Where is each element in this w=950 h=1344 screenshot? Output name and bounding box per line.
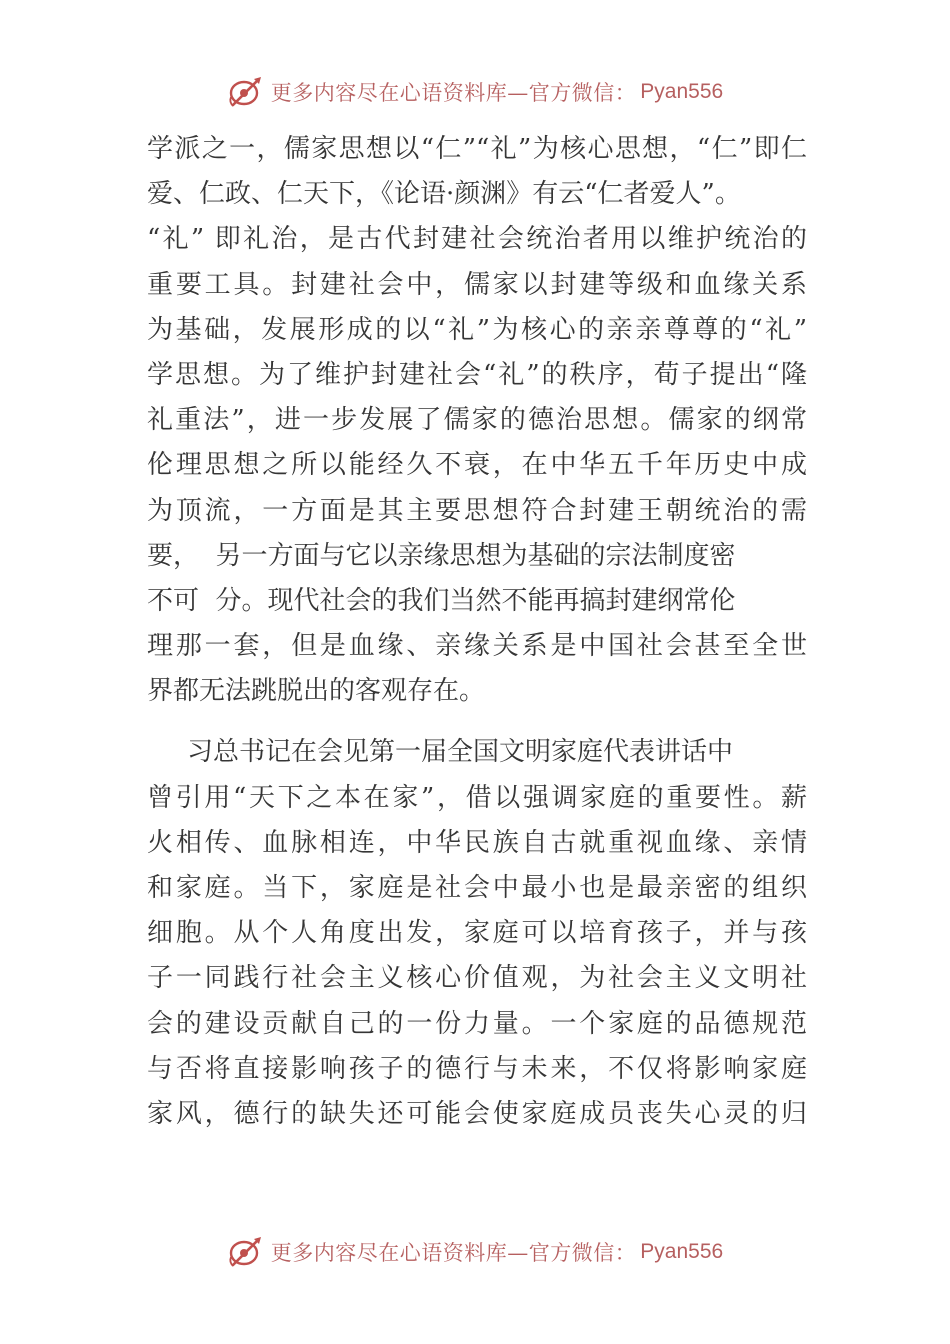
- logo-icon: [227, 1235, 265, 1269]
- text-line: 家风，德行的缺失还可能会使家庭成员丧失心灵的归: [147, 1098, 807, 1129]
- text-line: 礼重法”，进一步发展了儒家的德治思想。儒家的纲常: [147, 405, 807, 436]
- text-line: 与否将直接影响孩子的德行与未来，不仅将影响家庭: [147, 1053, 807, 1084]
- text-line: 学思想。为了维护封建社会“礼”的秩序，荀子提出“隆: [147, 359, 807, 390]
- logo-icon: [227, 75, 265, 109]
- text-line: 理那一套，但是血缘、亲缘关系是中国社会甚至全世: [147, 631, 807, 662]
- text-line: 和家庭。当下，家庭是社会中最小也是最亲密的组织: [147, 873, 807, 903]
- text-line: 曾引用“天下之本在家”，借以强调家庭的重要性。薪: [147, 782, 807, 813]
- text-line: 界都无法跳脱出的客观存在。: [147, 676, 486, 707]
- text-line: 重要工具。封建社会中，儒家以封建等级和血缘关系: [147, 269, 807, 300]
- text-line: 不可 分。现代社会的我们当然不能再搞封建纲常伦: [147, 585, 736, 616]
- paragraph-2: [147, 730, 807, 1137]
- header-banner: [0, 72, 950, 112]
- footer-banner-text: 更多内容尽在心语资料库—官方微信：: [270, 1241, 637, 1265]
- header-banner-id: Pyan556: [640, 80, 724, 103]
- paragraph-1: [147, 127, 807, 714]
- text-line: 会的建设贡献自己的一份力量。一个家庭的品德规范: [147, 1008, 807, 1039]
- document-body: [147, 127, 807, 1137]
- footer-banner-id: Pyan556: [640, 1240, 724, 1263]
- text-line: 要， 另一方面与它以亲缘思想为基础的宗法制度密: [147, 540, 736, 571]
- paragraph-gap: [147, 714, 807, 730]
- header-banner-text: 更多内容尽在心语资料库—官方微信：: [270, 81, 637, 105]
- footer-banner: [0, 1232, 950, 1272]
- text-line: 习总书记在会见第一届全国文明家庭代表讲话中: [187, 737, 734, 768]
- text-line: 为顶流，一方面是其主要思想符合封建王朝统治的需: [147, 495, 807, 526]
- text-line: 为基础，发展形成的以“礼”为核心的亲亲尊尊的“礼”: [147, 314, 807, 345]
- text-line: 子一同践行社会主义核心价值观，为社会主义文明社: [147, 963, 807, 994]
- text-line: 爱、仁政、仁天下，《论语·颜渊》有云“仁者爱人”。: [147, 179, 741, 210]
- text-line: 细胞。从个人角度出发，家庭可以培育孩子，并与孩: [147, 918, 807, 949]
- text-line: 学派之一，儒家思想以“仁”“礼”为核心思想，“仁”即仁: [147, 134, 807, 164]
- text-line: 伦理思想之所以能经久不衰，在中华五千年历史中成: [147, 450, 807, 481]
- text-line: “礼” 即礼治，是古代封建社会统治者用以维护统治的: [147, 224, 807, 255]
- text-line: 火相传、血脉相连，中华民族自古就重视血缘、亲情: [147, 827, 807, 858]
